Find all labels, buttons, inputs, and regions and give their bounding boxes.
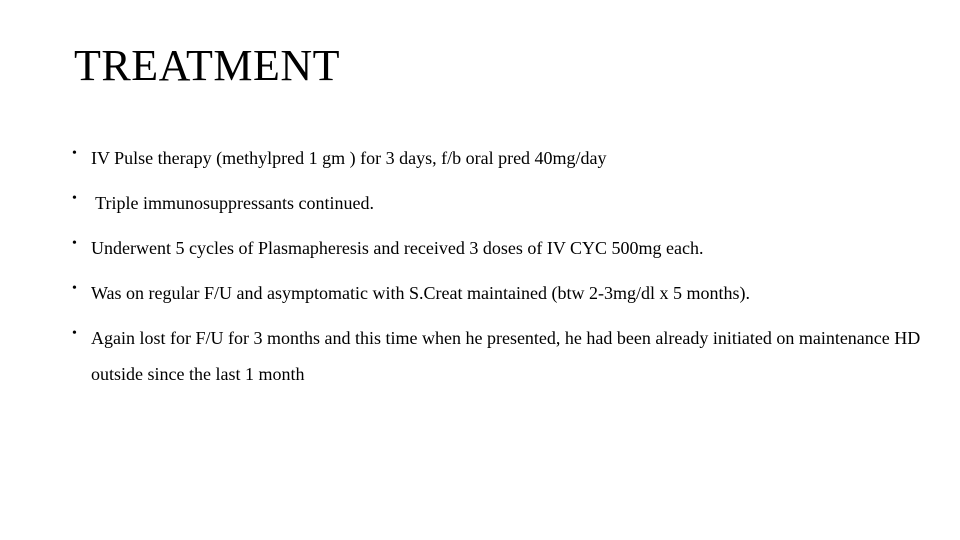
bullet-item-1 [72,140,932,176]
bullet-item-5 [72,320,932,392]
bullet-item-2 [72,185,932,221]
bullet-text: IV Pulse therapy (methylpred 1 gm ) for 3 days, f/b oral pred 40mg/day [91,148,607,168]
bullet-text: Was on regular F/U and asymptomatic with S.Creat maintained (btw 2-3mg/dl x 5 months). [91,283,750,303]
bullet-list [72,140,932,401]
bullet-icon: • [72,281,77,296]
bullet-item-4 [72,275,932,311]
slide-title: TREATMENT [74,41,341,90]
bullet-icon: • [72,236,77,251]
bullet-icon: • [72,191,77,206]
bullet-icon: • [72,146,77,161]
bullet-item-3 [72,230,932,266]
bullet-icon: • [72,326,77,341]
bullet-text: Triple immunosuppressants continued. [91,193,374,213]
bullet-text: Again lost for F/U for 3 months and this time when he presented, he had been already initiated on maintenance HD outside since the last 1 month [91,328,921,384]
bullet-text: Underwent 5 cycles of Plasmapheresis and received 3 doses of IV CYC 500mg each. [91,238,704,258]
